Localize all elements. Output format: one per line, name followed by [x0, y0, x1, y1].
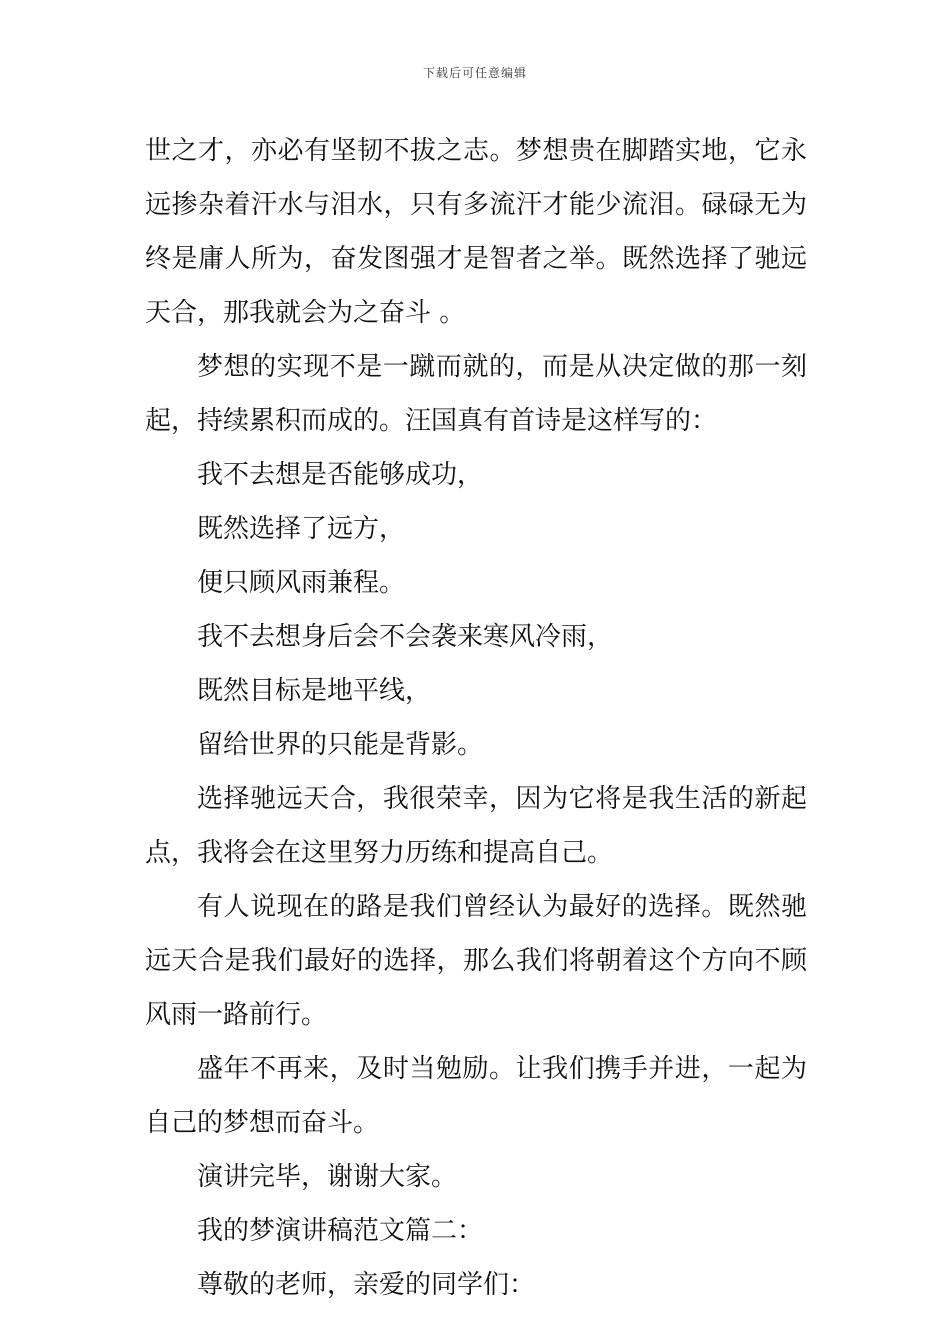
document-body: [145, 124, 807, 1312]
poem-line: 我不去想是否能够成功，: [197, 460, 484, 490]
paragraph-closing: 演讲完毕，谢谢大家。: [197, 1162, 458, 1192]
poem-line: 我不去想身后会不会袭来寒风冷雨，: [197, 622, 614, 652]
paragraph-dream-realization: 梦想的实现不是一蹴而就的，而是从决定做的那一刻起，持续累积而成的。汪国真有首诗是这样写的：: [145, 352, 807, 436]
paragraph-best-choice: 有人说现在的路是我们曾经认为最好的选择。既然驰远天合是我们最好的选择，那么我们将朝着这个方向不顾风雨一路前行。: [145, 892, 807, 1030]
poem-line: 便只顾风雨兼程。: [197, 568, 406, 598]
poem-line: 既然选择了远方，: [197, 514, 406, 544]
poem-line: 留给世界的只能是背影。: [197, 730, 484, 760]
salutation: 尊敬的老师，亲爱的同学们：: [197, 1270, 536, 1300]
page-header-note: 下载后可任意编辑: [422, 66, 527, 80]
paragraph-encouragement: 盛年不再来，及时当勉励。让我们携手并进，一起为自己的梦想而奋斗。: [145, 1054, 807, 1138]
section-heading: 我的梦演讲稿范文篇二：: [197, 1216, 484, 1246]
paragraph-continuation: 世之才，亦必有坚韧不拔之志。梦想贵在脚踏实地，它永远掺杂着汗水与泪水，只有多流汗才能少流泪。碌碌无为终是庸人所为，奋发图强才是智者之举。既然选择了驰远天合，那我就会为之奋斗 。: [145, 136, 807, 328]
poem-line: 既然目标是地平线，: [197, 676, 432, 706]
paragraph-honor: 选择驰远天合，我很荣幸，因为它将是我生活的新起点，我将会在这里努力历练和提高自己。: [145, 784, 807, 868]
